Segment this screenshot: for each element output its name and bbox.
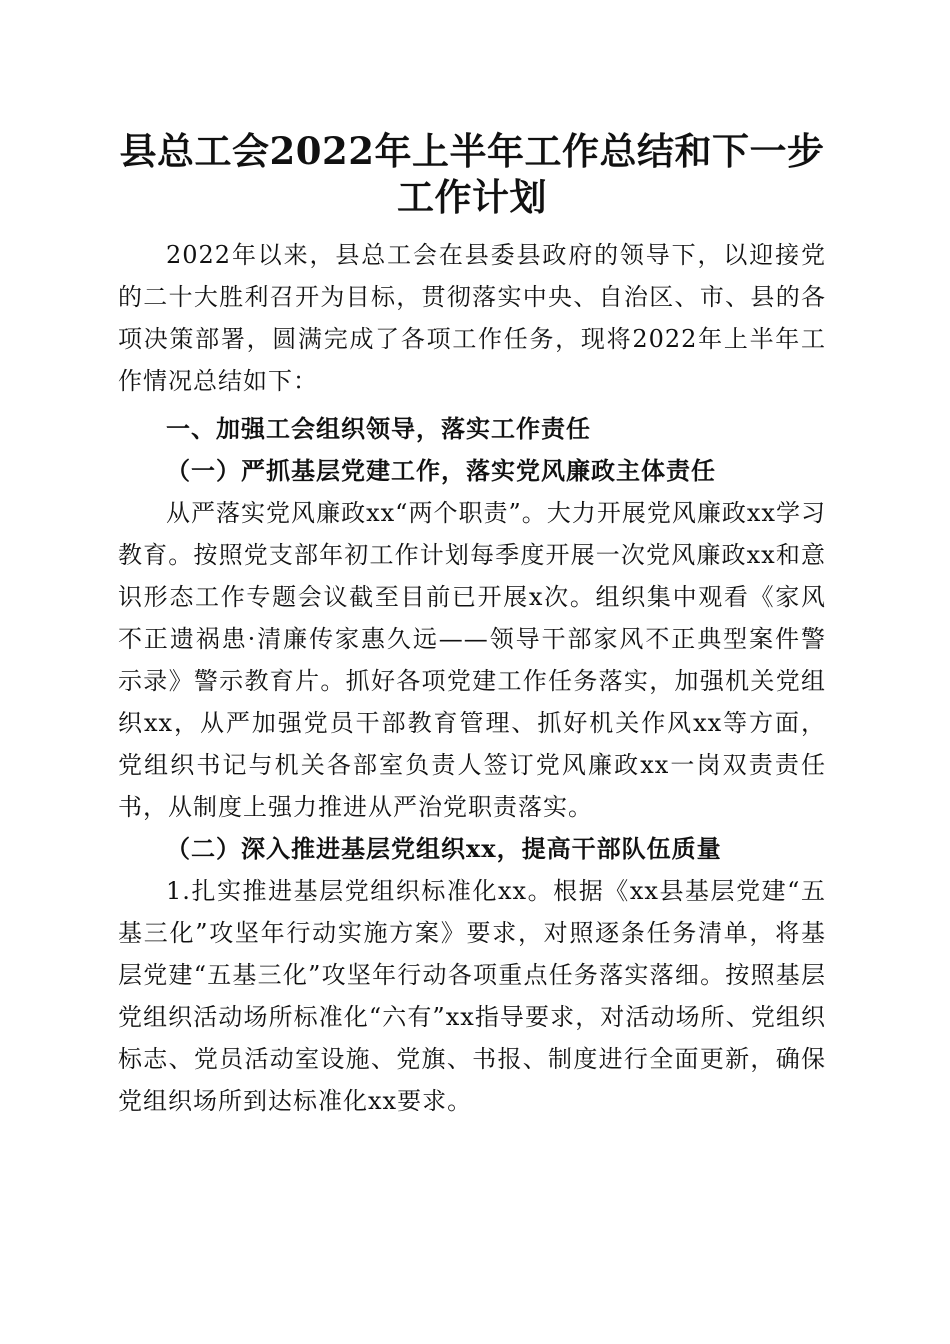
subsection-2-item-1: 1.扎实推进基层党组织标准化xx。根据《xx县基层党建“五基三化”攻坚年行动实施方案》要求，对照逐条任务清单，将基层党建“五基三化”攻坚年行动各项重点任务落实落细。按照基层党组织活动场所标准化“六有”xx指导要求，对活动场所、党组织标志、党员活动室设施、党旗、书报、制度进行全面更新，确保党组织场所到达标准化xx要求。 — [118, 877, 826, 1115]
intro-paragraph: 2022年以来，县总工会在县委县政府的领导下，以迎接党的二十大胜利召开为目标，贯彻落实中央、自治区、市、县的各项决策部署，圆满完成了各项工作任务，现将2022年上半年工作情况总结如下： — [118, 241, 826, 395]
document-title: 县总工会2022年上半年工作总结和下一步工作计划 — [119, 129, 825, 219]
document-page — [118, 128, 826, 1122]
subsection-2-heading: （二）深入推进基层党组织xx，提高干部队伍质量 — [166, 834, 722, 863]
subsection-1-body: 从严落实党风廉政xx“两个职责”。大力开展党风廉政xx学习教育。按照党支部年初工作计划每季度开展一次党风廉政xx和意识形态工作专题会议截至目前已开展x次。组织集中观看《家风不正遗祸患·清廉传家惠久远——领导干部家风不正典型案件警示录》警示教育片。抓好各项党建工作任务落实，加强机关党组织xx，从严加强党员干部教育管理、抓好机关作风xx等方面，党组织书记与机关各部室负责人签订党风廉政xx一岗双责责任书，从制度上强力推进从严治党职责落实。 — [118, 499, 826, 821]
subsection-1-heading: （一）严抓基层党建工作，落实党风廉政主体责任 — [166, 456, 716, 485]
section-1-heading: 一、加强工会组织领导，落实工作责任 — [166, 415, 591, 443]
